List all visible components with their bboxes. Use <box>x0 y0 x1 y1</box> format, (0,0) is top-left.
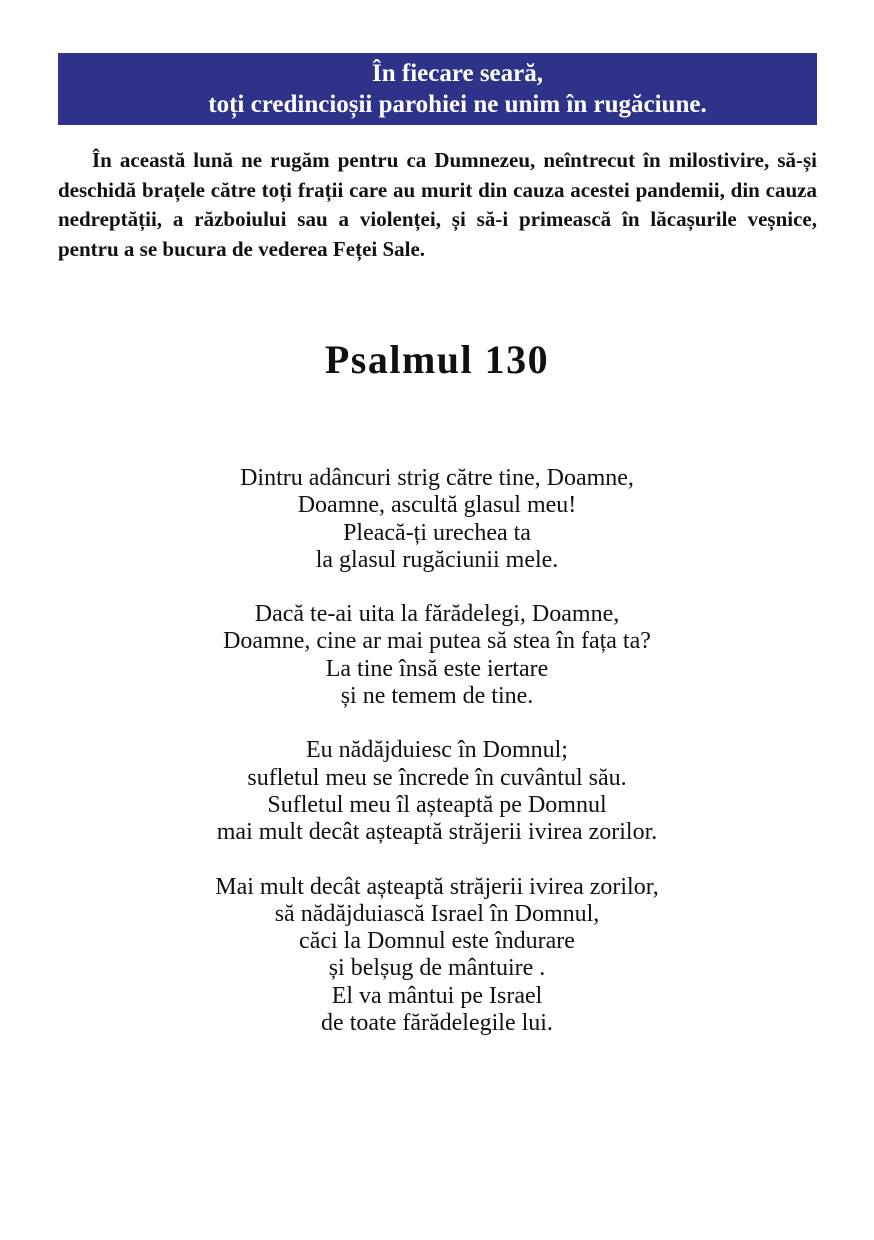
verse-line: și ne temem de tine. <box>340 683 534 710</box>
verse-line: Dintru adâncuri strig către tine, Doamne, <box>240 465 634 491</box>
verse-line: Pleacă-ți urechea ta <box>343 519 531 546</box>
verse-line: de toate fărădelegile lui. <box>321 1010 553 1037</box>
verse-line: Dacă te-ai uita la fărădelegi, Doamne, <box>254 601 620 628</box>
verse-line: la glasul rugăciunii mele. <box>315 546 559 573</box>
stanza-4 <box>0 874 874 1038</box>
verse-line: căci la Domnul este îndurare <box>299 928 575 955</box>
verse-line: La tine însă este iertare <box>325 655 549 682</box>
verse-line: Sufletul meu îl așteaptă pe Domnul <box>267 791 607 818</box>
banner-line-1: În fiecare seară, <box>371 60 543 87</box>
verse-line: Doamne, cine ar mai putea să stea în fața ta? <box>223 628 651 655</box>
psalm-title: Psalmul 130 <box>324 337 550 382</box>
verse-line: și belșug de mântuire . <box>328 955 546 982</box>
verse-line: sufletul meu se încrede în cuvântul său. <box>247 764 627 791</box>
stanza-3 <box>0 737 874 846</box>
verse-line: mai mult decât așteaptă străjerii ivirea zorilor. <box>216 819 658 846</box>
header-banner <box>58 53 817 125</box>
stanza-2 <box>0 601 874 710</box>
psalm-text <box>0 465 874 1064</box>
intro-paragraph: În această lună ne rugăm pentru ca Dumnezeu, neîntrecut în milostivire, să-și deschidă brațele către toți frații care au murit din cauza acestei pandemii, din cauza nedreptății, a războiului sau a violenței, și să-i primească în lăcașurile veșnice, pentru a se bucura de vederea Feței Sale. <box>58 148 817 261</box>
verse-line: să nădăjduiască Israel în Domnul, <box>274 900 600 927</box>
verse-line: El va mântui pe Israel <box>331 982 543 1009</box>
banner-line-2: toți credincioșii parohiei ne unim în rugăciune. <box>208 91 707 118</box>
verse-line: Eu nădăjduiesc în Domnul; <box>306 737 568 764</box>
verse-line: Doamne, ascultă glasul meu! <box>297 492 577 519</box>
verse-line: Mai mult decât așteaptă străjerii ivirea zorilor, <box>215 873 659 900</box>
stanza-1 <box>0 465 874 574</box>
